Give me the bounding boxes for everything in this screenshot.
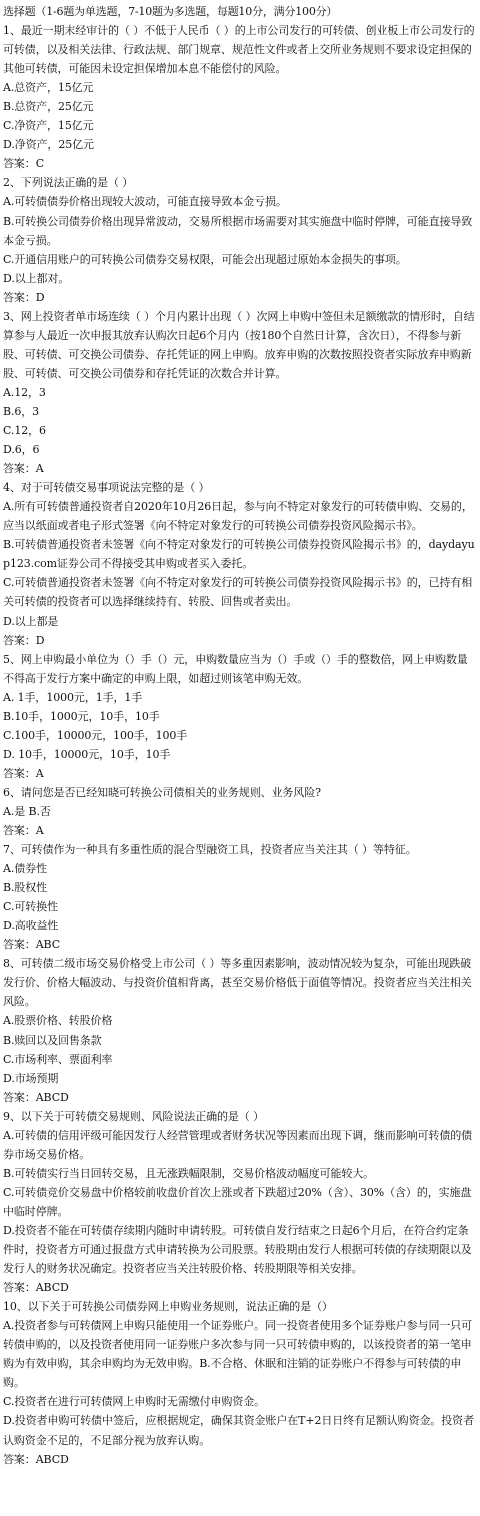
answer-option: B.可转换公司债券价格出现异常波动，交易所根据市场需要对其实施盘中临时停牌，可能直接导致本金亏损。 xyxy=(3,214,473,247)
answer-option: B.可转债实行当日回转交易，且无涨跌幅限制，交易价格波动幅度可能较大。 xyxy=(3,1166,375,1180)
answer-option: A.债券性 xyxy=(3,862,47,876)
answer-option: C.12，6 xyxy=(3,424,46,438)
answer-option: D.投资者不能在可转债存续期内随时申请转股。可转债自发行结束之日起6个月后，在符合约定条件时，投资者方可通过报盘方式申请转换为公司股票。转股期由发行人根据可转债的存续期限以及发行人的财务状况确定。投资者应当关注转股价格、转股期限等相关安排。 xyxy=(3,1224,472,1276)
question-stem: 2、下列说法正确的是（ ） xyxy=(3,176,134,190)
question-stem: 5、网上申购最小单位为（）手（）元，申购数量应当为（）手或（）手的整数倍，网上申购数量不得高于发行方案中确定的申购上限，如超过则该笔申购无效。 xyxy=(3,652,468,685)
question-list xyxy=(3,21,476,1469)
answer-option: D.市场预期 xyxy=(3,1071,59,1085)
answer-option: A.总资产，15亿元 xyxy=(3,81,94,95)
answer-option: A.所有可转债普通投资者自2020年10月26日起，参与向不特定对象发行的可转债申购、交易的，应当以纸面或者电子形式签署《向不特定对象发行的可转换公司债券投资风险揭示书》。 xyxy=(3,500,473,533)
question-block xyxy=(3,21,476,173)
answer-option: B.赎回以及回售条款 xyxy=(3,1033,102,1047)
answer-option: C.净资产，15亿元 xyxy=(3,119,94,133)
answer-option: A.是 B.否 xyxy=(3,804,51,818)
answer-option: D.净资产，25亿元 xyxy=(3,138,94,152)
section-heading: 选择题（1-6题为单选题，7-10题为多选题，每题10分，满分100分） xyxy=(3,5,338,18)
answer-option: A.股票价格、转股价格 xyxy=(3,1014,113,1028)
question-stem: 4、对于可转债交易事项说法完整的是（ ） xyxy=(3,481,210,495)
question-stem: 1、最近一期末经审计的（ ）不低于人民币（ ）的上市公司发行的可转债、创业板上市公司发行的可转债，以及相关法律、行政法规、部门规章、规范性文件或者上交所业务规则不要求设定担保的其他可转债，可能因未设定担保增加本息不能偿付的风险。 xyxy=(3,24,475,76)
question-block xyxy=(3,650,476,783)
answer-key: 答案：ABC xyxy=(3,938,61,952)
question-block xyxy=(3,478,476,649)
question-block xyxy=(3,783,476,840)
question-stem: 10、以下关于可转换公司债券网上申购业务规则，说法正确的是（） xyxy=(3,1300,333,1314)
answer-option: B.总资产，25亿元 xyxy=(3,100,94,114)
answer-option: B.可转债普通投资者未签署《向不特定对象发行的可转换公司债券投资风险揭示书》的，daydayup123.com证券公司不得接受其申购或者买入委托。 xyxy=(3,538,475,571)
answer-key: 答案：C xyxy=(3,157,45,171)
answer-option: D.投资者申购可转债中签后，应根据规定，确保其资金账户在T+2日日终有足额认购资金。投资者认购资金不足的，不足部分视为放弃认购。 xyxy=(3,1414,474,1447)
answer-option: D.以上都是 xyxy=(3,614,59,628)
answer-option: A.可转债债券价格出现较大波动，可能直接导致本金亏损。 xyxy=(3,195,287,209)
question-block xyxy=(3,307,476,478)
question-stem: 3、网上投资者单市场连续（ ）个月内累计出现（ ）次网上申购中签但未足额缴款的情形时，自结算参与人最近一次申报其放弃认购次日起6个月内（按180个自然日计算，含次日），不得参与新股、可转债、可交换公司债券、存托凭证的网上申购。放弃申购的次数按照投资者实际放弃申购新股、可转债、可交换公司债券和存托凭证的次数合并计算。 xyxy=(3,309,475,380)
answer-option: C.可转债普通投资者未签署《向不特定对象发行的可转换公司债券投资风险揭示书》的，已持有相关可转债的投资者可以选择继续持有、转股、回售或者卖出。 xyxy=(3,576,473,609)
answer-option: D.以上都对。 xyxy=(3,271,70,285)
answer-option: D.高收益性 xyxy=(3,919,59,933)
answer-option: C.可转债竞价交易盘中价格较前收盘价首次上涨或者下跌超过20%（含）、30%（含）的，实施盘中临时停牌。 xyxy=(3,1185,472,1218)
answer-key: 答案：A xyxy=(3,766,44,780)
answer-option: B.股权性 xyxy=(3,881,48,895)
answer-option: A.可转债的信用评级可能因发行人经营管理或者财务状况等因素而出现下调，继而影响可转债的债券市场交易价格。 xyxy=(3,1128,473,1161)
question-block xyxy=(3,1297,476,1468)
answer-key: 答案：ABCD xyxy=(3,1090,69,1104)
answer-option: C.可转换性 xyxy=(3,900,58,914)
question-block xyxy=(3,1107,476,1297)
answer-option: A. 1手，1000元，1手，1手 xyxy=(3,690,143,704)
question-stem: 8、可转债二级市场交易价格受上市公司（ ）等多重因素影响，波动情况较为复杂，可能出现跌破发行价、价格大幅波动、与投资价值相背离，甚至交易价格低于面值等情况。投资者应当关注相关风险。 xyxy=(3,957,472,1009)
answer-key: 答案：ABCD xyxy=(3,1281,69,1295)
answer-option: C.投资者在进行可转债网上申购时无需缴付申购资金。 xyxy=(3,1395,266,1409)
answer-option: B.6，3 xyxy=(3,404,40,418)
answer-option: C.开通信用账户的可转换公司债券交易权限，可能会出现超过原始本金损失的事项。 xyxy=(3,252,407,266)
answer-key: 答案：A xyxy=(3,462,44,476)
answer-key: 答案：A xyxy=(3,824,44,838)
answer-option: A.12，3 xyxy=(3,385,46,399)
answer-option: D. 10手，10000元，10手，10手 xyxy=(3,747,171,761)
answer-option: C.100手，10000元，100手，100手 xyxy=(3,728,188,742)
question-block xyxy=(3,954,476,1106)
answer-key: 答案：D xyxy=(3,290,45,304)
question-block xyxy=(3,840,476,954)
answer-option: A.投资者参与可转债网上申购只能使用一个证券账户。同一投资者使用多个证券账户参与同一只可转债申购的，以及投资者使用同一证券账户多次参与同一只可转债申购的，以该投资者的第一笔申购为有效申购，其余申购均为无效申购。B.不合格、休眠和注销的证券账户不得参与可转债的申购。 xyxy=(3,1319,473,1390)
answer-key: 答案：D xyxy=(3,633,45,647)
answer-key: 答案：ABCD xyxy=(3,1452,69,1466)
answer-option: C.市场利率、票面利率 xyxy=(3,1052,113,1066)
answer-option: D.6，6 xyxy=(3,443,40,457)
question-stem: 6、请问您是否已经知晓可转换公司债相关的业务规则、业务风险? xyxy=(3,785,321,799)
question-block xyxy=(3,173,476,306)
answer-option: B.10手，1000元，10手，10手 xyxy=(3,709,160,723)
question-stem: 9、以下关于可转债交易规则、风险说法正确的是（ ） xyxy=(3,1109,264,1123)
question-stem: 7、可转债作为一种具有多重性质的混合型融资工具，投资者应当关注其（ ）等特征。 xyxy=(3,843,417,857)
